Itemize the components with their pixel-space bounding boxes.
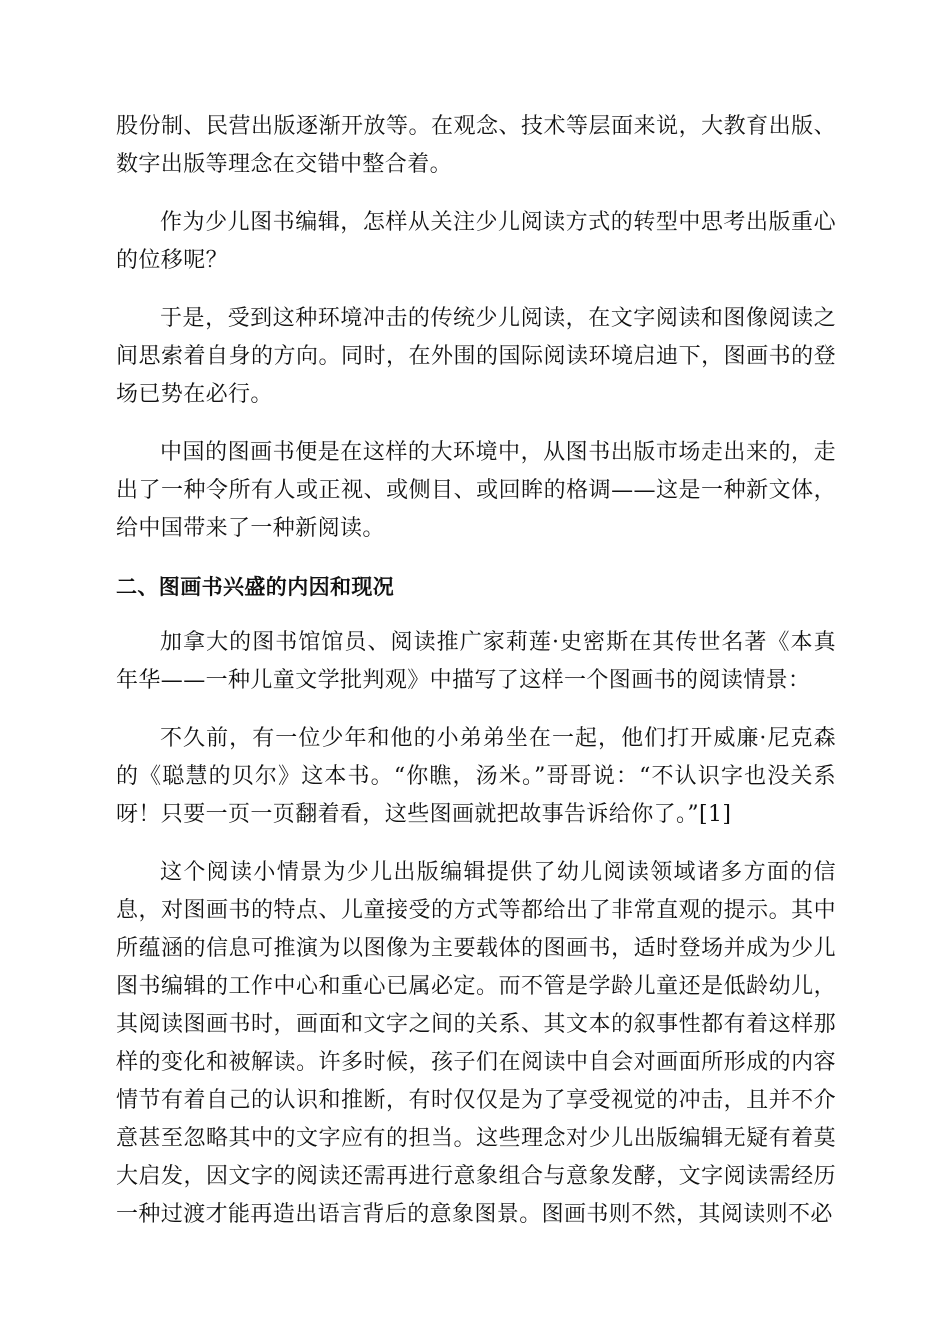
paragraph-quote: 不久前，有一位少年和他的小弟弟坐在一起，他们打开威廉·尼克森的《聪慧的贝尔》这本书。“你瞧，汤米。”哥哥说：“不认识字也没关系呀！只要一页一页翻着看，这些图画就把故事告诉给你了。”[1] <box>116 726 836 827</box>
paragraph-reading-scene: 这个阅读小情景为少儿出版编辑提供了幼儿阅读领域诸多方面的信息，对图画书的特点、儿童接受的方式等都给出了非常直观的提示。其中所蕴涵的信息可推演为以图像为主要载体的图画书，适时登场并成为少儿图书编辑的工作中心和重心已属必定。而不管是学龄儿童还是低龄幼儿，其阅读图画书时，画面和文字之间的关系、其文本的叙事性都有着这样那样的变化和被解读。许多时候，孩子们在阅读中自会对画面所形成的内容情节有着自己的认识和推断，有时仅仅是为了享受视觉的冲击，且并不介意甚至忽略其中的文字应有的担当。这些理念对少儿出版编辑无疑有着莫大启发，因文字的阅读还需再进行意象组合与意象发酵，文字阅读需经历一种过渡才能再造出语言背后的意象图景。图画书则不然，其阅读则不必 <box>116 860 836 1227</box>
paragraph-new-reading: 中国的图画书便是在这样的大环境中，从图书出版市场走出来的，走出了一种令所有人或正视、或侧目、或回眸的格调——这是一种新文体，给中国带来了一种新阅读。 <box>116 440 836 541</box>
paragraph-editor-question: 作为少儿图书编辑，怎样从关注少儿阅读方式的转型中思考出版重心的位移呢？ <box>116 210 836 273</box>
section-heading: 二、图画书兴盛的内因和现况 <box>116 575 395 599</box>
paragraph-lillian-smith: 加拿大的图书馆馆员、阅读推广家莉莲·史密斯在其传世名著《本真年华——一种儿童文学批判观》中描写了这样一个图画书的阅读情景： <box>116 630 836 693</box>
paragraph-continuation: 股份制、民营出版逐渐开放等。在观念、技术等层面来说，大教育出版、数字出版等理念在交错中整合着。 <box>116 114 836 177</box>
paragraph-traditional-reading: 于是，受到这种环境冲击的传统少儿阅读，在文字阅读和图像阅读之间思索着自身的方向。同时，在外围的国际阅读环境启迪下，图画书的登场已势在必行。 <box>116 306 836 407</box>
document-body <box>116 108 836 1254</box>
